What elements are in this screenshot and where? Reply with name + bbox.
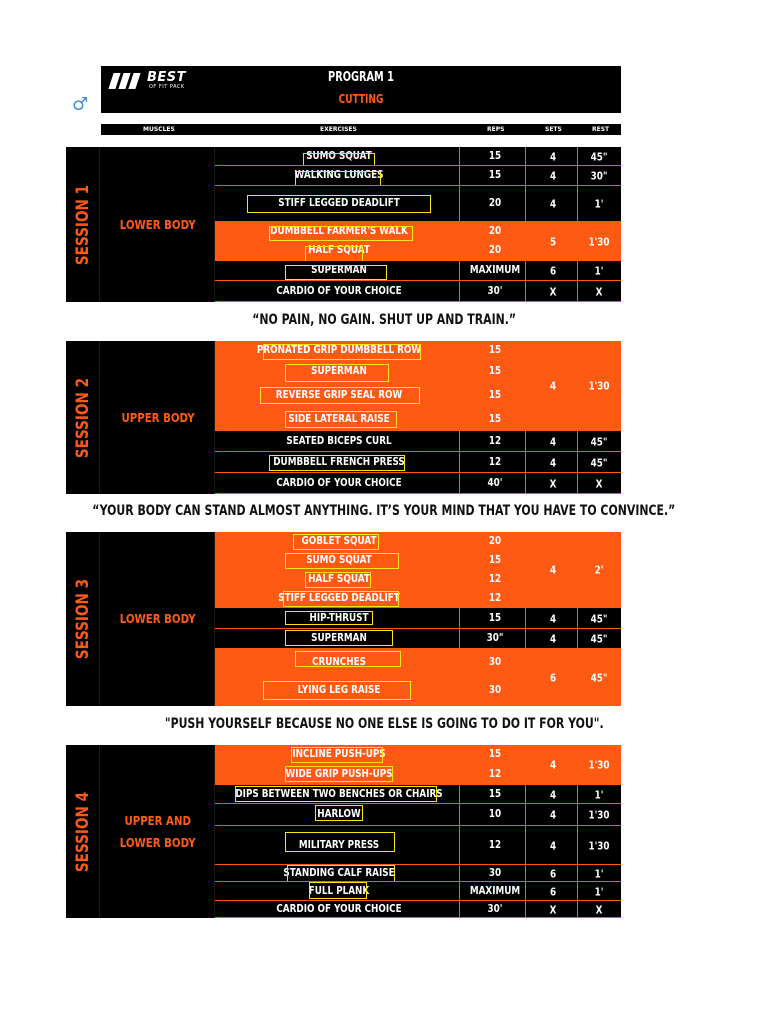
rest-value: 1'30 <box>588 758 610 772</box>
sets-value: X <box>549 477 557 490</box>
exercise-highlight-box <box>269 455 405 471</box>
rest-value: 30" <box>590 169 608 183</box>
exercise-highlight-box <box>247 195 431 213</box>
reps-value: 15 <box>488 148 502 162</box>
table-row <box>215 865 621 882</box>
exercise-name: STIFF LEGGED DEADLIFT <box>278 590 400 604</box>
exercise-name: SUPERMAN <box>311 631 367 644</box>
exercise-highlight-box <box>308 882 370 899</box>
muscle-group: UPPER AND LOWER BODY <box>120 813 196 850</box>
exercise-highlight-box <box>235 786 437 802</box>
column-exercises: EXERCISES <box>320 126 357 133</box>
column-divider <box>214 532 215 706</box>
table-row <box>215 361 621 383</box>
sets-value: 6 <box>549 671 557 684</box>
sets-value: 4 <box>549 563 557 577</box>
reps-value: 40' <box>487 475 503 489</box>
reps-value: 12 <box>488 837 502 851</box>
session-label: SESSION 4 <box>73 791 93 872</box>
column-divider <box>577 745 578 918</box>
exercise-name: DIPS BETWEEN TWO BENCHES OR CHAIRS <box>235 786 443 800</box>
sets-value: 5 <box>549 235 557 248</box>
rest-value: 1'30 <box>588 235 610 248</box>
table-row <box>215 785 621 804</box>
exercise-highlight-box <box>263 344 421 360</box>
reps-value: 20 <box>488 196 502 209</box>
column-divider <box>459 147 460 302</box>
exercise-name: SEATED BICEPS CURL <box>286 433 392 447</box>
exercise-highlight-box <box>285 265 387 280</box>
rest-value: 45" <box>590 632 608 646</box>
reps-value: MAXIMUM <box>469 263 521 276</box>
exercise-name: WIDE GRIP PUSH-UPS <box>285 766 393 780</box>
column-header-bar <box>101 124 621 135</box>
table-row <box>215 241 621 261</box>
exercise-highlight-box <box>285 411 397 428</box>
exercise-highlight-box <box>291 746 386 763</box>
reps-value: MAXIMUM <box>469 883 521 897</box>
column-sets: SETS <box>545 126 562 133</box>
sets-value: 6 <box>549 885 557 898</box>
row-divider <box>215 917 621 918</box>
exercise-name: CARDIO OF YOUR CHOICE <box>276 283 402 297</box>
reps-value: 15 <box>488 364 502 377</box>
session-block <box>66 532 621 706</box>
muscle-group: LOWER BODY <box>120 217 196 232</box>
reps-value: 15 <box>488 746 502 760</box>
sets-value: 4 <box>549 758 557 772</box>
session-label-strip <box>66 147 100 302</box>
sets-value: X <box>549 903 557 916</box>
reps-value: 12 <box>488 571 502 585</box>
rest-value: 45" <box>590 612 608 625</box>
table-row <box>215 261 621 281</box>
rest-value: X <box>595 477 603 490</box>
table-row <box>215 589 621 608</box>
rest-value: X <box>595 903 603 916</box>
sets-value: 4 <box>549 632 557 646</box>
sets-value: 6 <box>549 867 557 880</box>
sets-value: 4 <box>549 379 557 393</box>
exercise-highlight-box <box>285 630 393 646</box>
reps-value: 15 <box>488 168 502 181</box>
column-reps: REPS <box>487 126 505 133</box>
rest-value: 1'30 <box>588 808 610 822</box>
exercise-highlight-box <box>285 766 393 782</box>
table-row <box>215 147 621 166</box>
rest-value: 1' <box>594 788 604 801</box>
reps-value: 12 <box>488 766 502 780</box>
reps-value: 30' <box>487 283 503 297</box>
session-label: SESSION 2 <box>73 377 93 458</box>
sets-value: 4 <box>549 808 557 822</box>
sets-value: 4 <box>549 612 557 625</box>
session-block <box>66 745 621 918</box>
table-row <box>215 473 621 494</box>
table-row <box>215 551 621 570</box>
rest-value: 1' <box>594 197 604 211</box>
session-label-strip <box>66 745 100 918</box>
exercise-name: SUMO SQUAT <box>306 148 372 162</box>
session-label-strip <box>66 341 100 494</box>
logo-text: BEST <box>147 70 187 85</box>
sets-value: 4 <box>549 169 557 183</box>
table-row <box>215 608 621 629</box>
exercise-highlight-box <box>285 364 389 382</box>
reps-value: 20 <box>488 223 502 237</box>
rest-value: 45" <box>590 150 608 163</box>
sets-value: 4 <box>549 197 557 211</box>
reps-value: 15 <box>488 343 502 356</box>
column-divider <box>214 341 215 494</box>
sets-value: 4 <box>549 150 557 163</box>
reps-value: 12 <box>488 454 502 468</box>
exercise-name: HALF SQUAT <box>308 571 370 585</box>
reps-value: 12 <box>488 590 502 604</box>
column-divider <box>525 745 526 918</box>
table-row <box>215 804 621 826</box>
column-divider <box>214 745 215 918</box>
row-divider <box>215 301 621 302</box>
sets-value: 4 <box>549 839 557 852</box>
exercise-name: HIP-THRUST <box>309 610 369 624</box>
rest-value: 1' <box>594 867 604 880</box>
column-divider <box>577 341 578 494</box>
motivational-quote: “YOUR BODY CAN STAND ALMOST ANYTHING. IT’S YOUR MIND THAT YOU HAVE TO CONVINCE.” <box>92 503 676 519</box>
sets-value: 4 <box>549 788 557 801</box>
table-row <box>215 826 621 865</box>
reps-value: 30 <box>488 683 502 696</box>
exercise-highlight-box <box>269 223 413 241</box>
rest-value: X <box>595 285 603 298</box>
sets-value: X <box>549 285 557 298</box>
exercise-highlight-box <box>293 534 379 550</box>
table-row <box>215 901 621 918</box>
reps-value: 15 <box>488 411 502 425</box>
table-row <box>215 222 621 241</box>
column-rest: REST <box>592 126 610 133</box>
sets-value: 4 <box>549 456 557 469</box>
exercise-name: STANDING CALF RAISE <box>283 865 395 879</box>
column-divider <box>459 532 460 706</box>
session-label-strip <box>66 532 100 706</box>
table-row <box>215 649 621 676</box>
column-divider <box>525 532 526 706</box>
table-row <box>215 882 621 901</box>
column-divider <box>577 147 578 302</box>
sets-value: 4 <box>549 435 557 448</box>
exercise-name: SUMO SQUAT <box>306 552 372 566</box>
reps-value: 30' <box>487 901 503 915</box>
table-row <box>215 431 621 452</box>
exercise-name: HARLOW <box>317 807 361 820</box>
exercise-highlight-box <box>305 246 363 262</box>
exercise-name: MILITARY PRESS <box>298 837 380 851</box>
session-label: SESSION 3 <box>73 578 93 660</box>
exercise-name: WALKING LUNGES <box>294 168 384 181</box>
reps-value: 15 <box>488 610 502 624</box>
exercise-highlight-box <box>285 553 399 569</box>
reps-value: 10 <box>488 807 502 820</box>
column-divider <box>459 341 460 494</box>
muscle-group: LOWER BODY <box>120 612 196 626</box>
column-divider <box>525 147 526 302</box>
exercise-name: STIFF LEGGED DEADLIFT <box>278 196 400 209</box>
table-row <box>215 186 621 222</box>
rest-value: 45" <box>590 671 608 684</box>
exercise-name: DUMBBELL FARMER'S WALK <box>270 223 408 237</box>
session-block <box>66 147 621 302</box>
exercise-highlight-box <box>260 387 420 404</box>
exercise-name: CARDIO OF YOUR CHOICE <box>276 901 402 915</box>
male-symbol-icon: ♂ <box>72 94 89 115</box>
table-row <box>215 676 621 706</box>
rest-value: 2' <box>594 563 604 577</box>
logo-subtext: OF FIT PACK <box>149 84 185 90</box>
column-divider <box>577 532 578 706</box>
exercise-name: SUPERMAN <box>311 364 367 377</box>
row-divider <box>215 493 621 494</box>
exercise-name: DUMBBELL FRENCH PRESS <box>273 454 405 468</box>
reps-value: 15 <box>488 552 502 566</box>
rest-value: 1'30 <box>588 839 610 852</box>
table-row <box>215 764 621 785</box>
program-title: PROGRAM 1 <box>328 70 394 85</box>
table-row <box>215 281 621 302</box>
reps-value: 30 <box>488 865 502 879</box>
exercise-name: CRUNCHES <box>312 654 366 668</box>
table-row <box>215 452 621 473</box>
reps-value: 30" <box>486 631 504 644</box>
table-row <box>215 341 621 361</box>
exercise-name: REVERSE GRIP SEAL ROW <box>275 387 403 401</box>
exercise-highlight-box <box>263 681 411 700</box>
rest-value: 45" <box>590 435 608 448</box>
table-row <box>215 570 621 589</box>
rest-value: 1' <box>594 264 604 278</box>
exercise-highlight-box <box>295 651 401 667</box>
table-row <box>215 408 621 431</box>
motivational-quote: “NO PAIN, NO GAIN. SHUT UP AND TRAIN.” <box>252 312 516 328</box>
reps-value: 30 <box>488 654 502 668</box>
rest-value: 1' <box>594 885 604 898</box>
column-divider <box>525 341 526 494</box>
program-header <box>101 66 621 113</box>
reps-value: 12 <box>488 433 502 447</box>
sets-value: 6 <box>549 264 557 278</box>
muscle-group: UPPER BODY <box>121 410 195 425</box>
session-block <box>66 341 621 494</box>
reps-value: 15 <box>488 786 502 800</box>
exercise-name: LYING LEG RAISE <box>297 683 381 696</box>
logo-stripe-icon <box>128 73 140 89</box>
exercise-name: INCLINE PUSH-UPS <box>292 746 386 760</box>
motivational-quote: "PUSH YOURSELF BECAUSE NO ONE ELSE IS GOING TO DO IT FOR YOU". <box>164 716 604 732</box>
column-muscles: MUSCLES <box>143 126 175 133</box>
exercise-name: PRONATED GRIP DUMBBELL ROW <box>256 343 422 356</box>
reps-value: 20 <box>488 243 502 256</box>
reps-value: 15 <box>488 387 502 401</box>
column-divider <box>459 745 460 918</box>
table-row <box>215 166 621 186</box>
reps-value: 20 <box>488 533 502 547</box>
exercise-name: GOBLET SQUAT <box>301 533 377 547</box>
rest-value: 1'30 <box>588 379 610 393</box>
exercise-name: SUPERMAN <box>311 263 367 276</box>
exercise-highlight-box <box>315 805 363 821</box>
table-row <box>215 745 621 764</box>
exercise-highlight-box <box>285 611 373 625</box>
table-row <box>215 629 621 649</box>
column-divider <box>214 147 215 302</box>
table-row <box>215 383 621 408</box>
table-row <box>215 532 621 551</box>
session-label: SESSION 1 <box>73 184 93 265</box>
program-goal: CUTTING <box>338 92 384 106</box>
exercise-name: FULL PLANK <box>308 883 370 897</box>
exercise-name: HALF SQUAT <box>308 243 370 256</box>
exercise-highlight-box <box>285 832 395 852</box>
exercise-name: CARDIO OF YOUR CHOICE <box>276 475 402 489</box>
exercise-highlight-box <box>305 572 371 588</box>
rest-value: 45" <box>590 456 608 469</box>
exercise-name: SIDE LATERAL RAISE <box>288 411 390 425</box>
exercise-highlight-box <box>283 591 399 607</box>
